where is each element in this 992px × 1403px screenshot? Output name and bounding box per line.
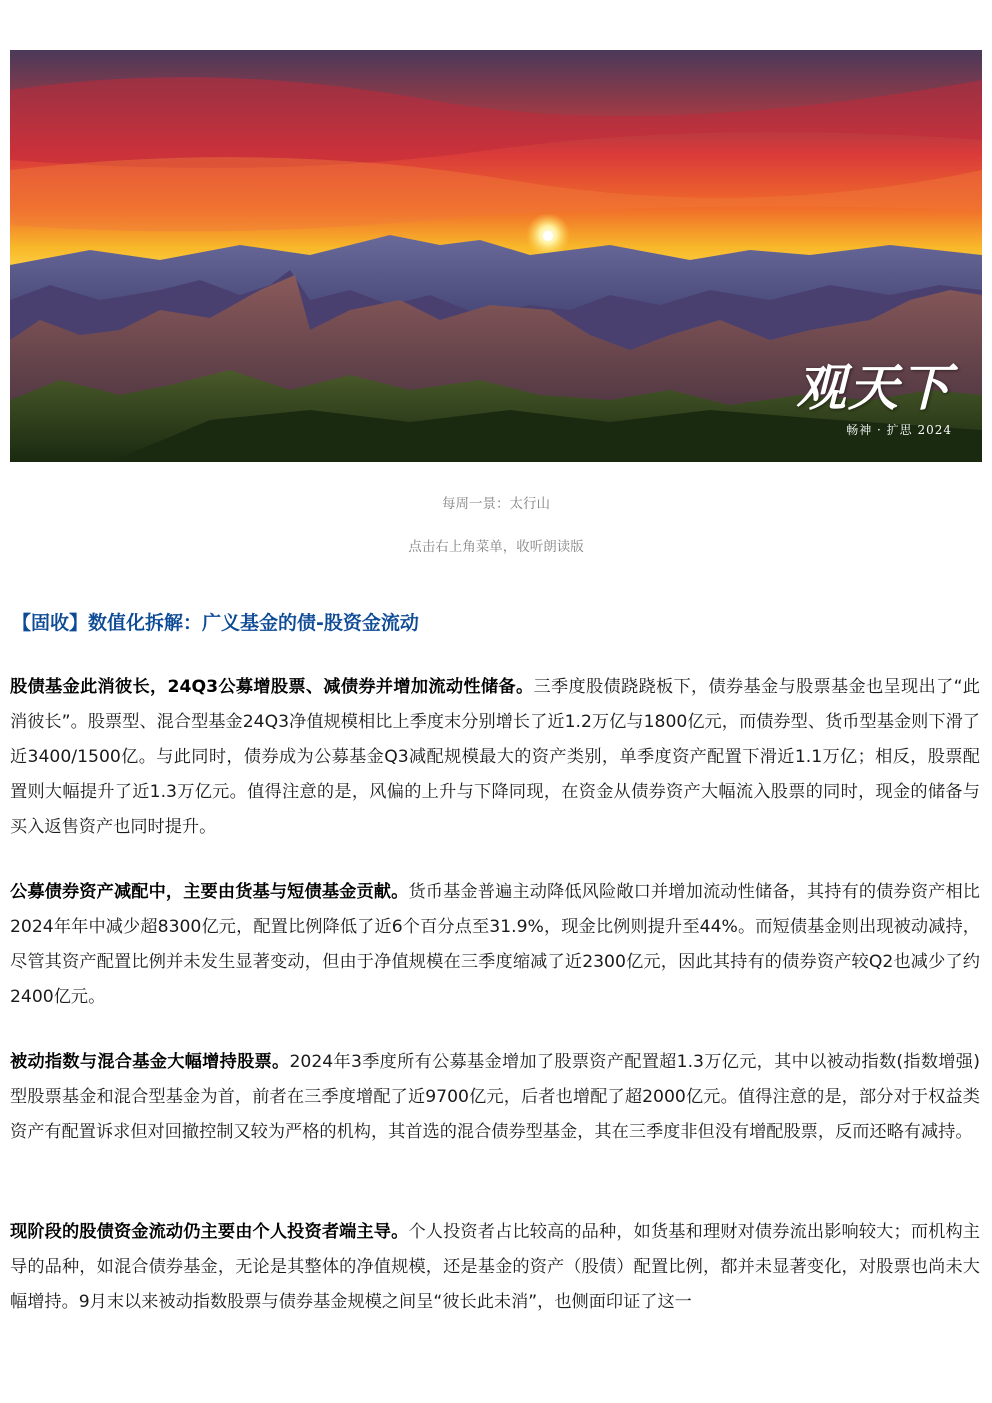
paragraph xyxy=(10,1045,980,1150)
paragraph-body: 2024年3季度所有公募基金增加了股票资产配置超1.3万亿元，其中以被动指数(指数增强)型股票基金和混合型基金为首，前者在三季度增配了近9700亿元，后者也增配了超2000亿元。值得注意的是，部分对于权益类资产有配置诉求但对回撤控制又较为严格的机构，其首选的混合债券型基金，其在三季度非但没有增配股票，反而还略有减持。 xyxy=(10,1052,980,1142)
brand-title: 观天下 xyxy=(796,358,952,417)
paragraph-lead: 被动指数与混合基金大幅增持股票。 xyxy=(10,1052,290,1072)
paragraph-lead: 股债基金此消彼长，24Q3公募增股票、减债券并增加流动性储备。 xyxy=(10,677,534,697)
paragraph-body: 个人投资者占比较高的品种，如货基和理财对债券流出影响较大；而机构主导的品种，如混合债券基金，无论是其整体的净值规模，还是基金的资产（股债）配置比例，都并未显著变化，对股票也尚未大幅增持。9月末以来被动指数股票与债券基金规模之间呈“彼长此未消”，也侧面印证了这一 xyxy=(10,1222,980,1312)
paragraph-lead: 现阶段的股债资金流动仍主要由个人投资者端主导。 xyxy=(10,1222,409,1242)
brand-subtitle: 畅神 · 扩思 2024 xyxy=(846,423,952,437)
hero-landscape-image xyxy=(10,50,982,462)
paragraph-lead: 公募债券资产减配中，主要由货基与短债基金贡献。 xyxy=(10,882,409,902)
brand-watermark xyxy=(796,358,952,438)
paragraph-body: 三季度股债跷跷板下，债券基金与股票基金也呈现出了“此消彼长”。股票型、混合型基金24Q3净值规模相比上季度末分别增长了近1.2万亿与1800亿元，而债券型、货币型基金则下滑了近3400/1500亿。与此同时，债券成为公募基金Q3减配规模最大的资产类别，单季度资产配置下滑近1.1万亿；相反，股票配置则大幅提升了近1.3万亿元。值得注意的是，风偏的上升与下降同现，在资金从债券资产大幅流入股票的同时，现金的储备与买入返售资产也同时提升。 xyxy=(10,677,980,837)
section-title: 【固收】数值化拆解：广义基金的债-股资金流动 xyxy=(12,612,419,634)
paragraph xyxy=(10,1215,980,1320)
paragraph xyxy=(10,875,980,1015)
paragraph-body: 货币基金普遍主动降低风险敞口并增加流动性储备，其持有的债券资产相比2024年年中减少超8300亿元，配置比例降低了近6个百分点至31.9%，现金比例则提升至44%。而短债基金则出现被动减持，尽管其资产配置比例并未发生显著变动，但由于净值规模在三季度缩减了近2300亿元，因此其持有的债券资产较Q2也减少了约2400亿元。 xyxy=(10,882,980,1007)
image-caption: 每周一景：太行山 xyxy=(442,496,550,512)
paragraph xyxy=(10,670,980,845)
audio-hint: 点击右上角菜单，收听朗读版 xyxy=(408,539,584,555)
